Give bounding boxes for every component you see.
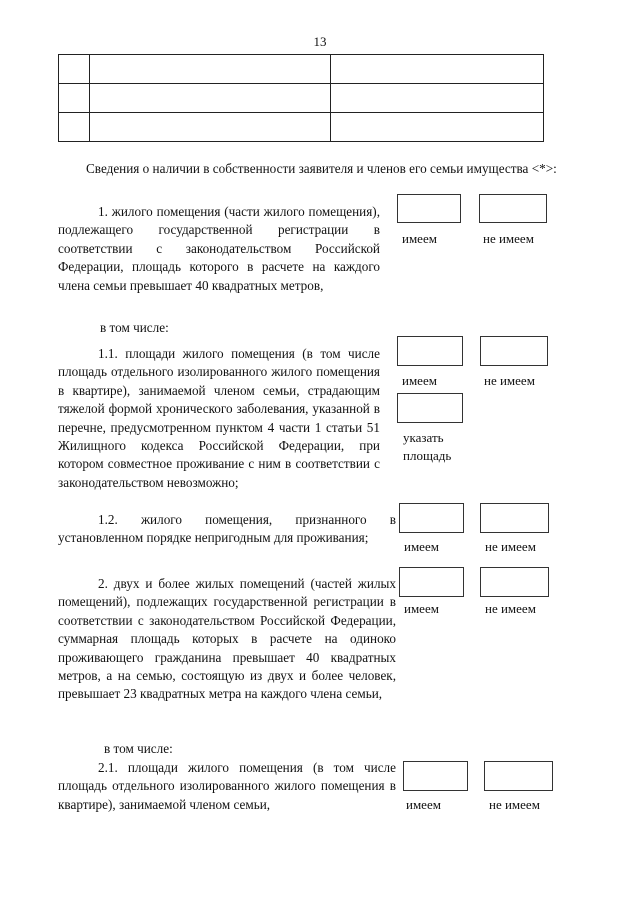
table-cell (90, 84, 331, 113)
item-2-1-not-have-label: не имеем (489, 797, 540, 812)
item-1-2-not-have-label: не имеем (485, 539, 536, 554)
item-2-1-have-checkbox[interactable] (403, 761, 468, 791)
page-number: 13 (313, 34, 327, 49)
item-2-not-have-label: не имеем (485, 601, 536, 616)
item-1-not-have-checkbox[interactable] (479, 194, 547, 223)
including-label-2: в том числе: (104, 741, 173, 756)
item-1-1-area-field[interactable] (397, 393, 463, 423)
item-1-have-label: имеем (402, 231, 437, 246)
table-row (59, 113, 544, 142)
item-2-1-text: 2.1. площади жилого помещения (в том числе площадь отдельного изолированного жилого помещения в квартире), занимаемой членом семьи, (58, 760, 396, 812)
item-1-2-text: 1.2. жилого помещения, признанного в установленном порядке непригодным для проживания; (58, 512, 396, 546)
table-cell (331, 55, 544, 84)
item-2-have-label: имеем (404, 601, 439, 616)
item-1-1-area-label: указать площадь (403, 430, 452, 463)
item-2-have-checkbox[interactable] (399, 567, 464, 597)
item-1-1-not-have-label: не имеем (484, 373, 535, 388)
property-intro: Сведения о наличии в собственности заявителя и членов его семьи имущества <*>: (86, 161, 557, 176)
item-1-2-have-label: имеем (404, 539, 439, 554)
including-label-1: в том числе: (100, 320, 169, 335)
table-cell (59, 113, 90, 142)
table-cell (59, 84, 90, 113)
item-1-not-have-label: не имеем (483, 231, 534, 246)
item-1-text: 1. жилого помещения (части жилого помещения), подлежащего государственной регистрации в соответствии с законодательством Российской Федерации, площадь которого в расчете на каждого члена семьи превышает 40 квадратных метров, (58, 204, 380, 293)
item-2-1-have-label: имеем (406, 797, 441, 812)
item-1-1-have-checkbox[interactable] (397, 336, 463, 366)
item-2-not-have-checkbox[interactable] (480, 567, 549, 597)
item-1-2-have-checkbox[interactable] (399, 503, 464, 533)
item-1-1-not-have-checkbox[interactable] (480, 336, 548, 366)
item-1-2-not-have-checkbox[interactable] (480, 503, 549, 533)
table-row (59, 55, 544, 84)
table-cell (90, 113, 331, 142)
table-cell (331, 84, 544, 113)
item-2-text: 2. двух и более жилых помещений (частей жилых помещений), подлежащих государственной регистрации в соответствии с законодательством Российской Федерации, суммарная площадь которых в расчете на одиноко проживающего гражданина превышает 40 квадратных метров, а на семью, состоящую из двух и более человек, превышает 23 квадратных метра на каждого члена семьи, (58, 576, 396, 702)
table-cell (90, 55, 331, 84)
table-cell (59, 55, 90, 84)
table-cell (331, 113, 544, 142)
table-row (59, 84, 544, 113)
item-1-1-have-label: имеем (402, 373, 437, 388)
family-members-table (58, 54, 544, 142)
item-1-1-text: 1.1. площади жилого помещения (в том числе площадь отдельного изолированного жилого помещения в квартире), занимаемой членом семьи, страдающим тяжелой формой хронического заболевания, указанной в перечне, предусмотренном пунктом 4 части 1 статьи 51 Жилищного кодекса Российской Федерации, при котором совместное проживание с ним в соответствии с законодательством невозможно; (58, 346, 380, 490)
item-2-1-not-have-checkbox[interactable] (484, 761, 553, 791)
item-1-have-checkbox[interactable] (397, 194, 461, 223)
